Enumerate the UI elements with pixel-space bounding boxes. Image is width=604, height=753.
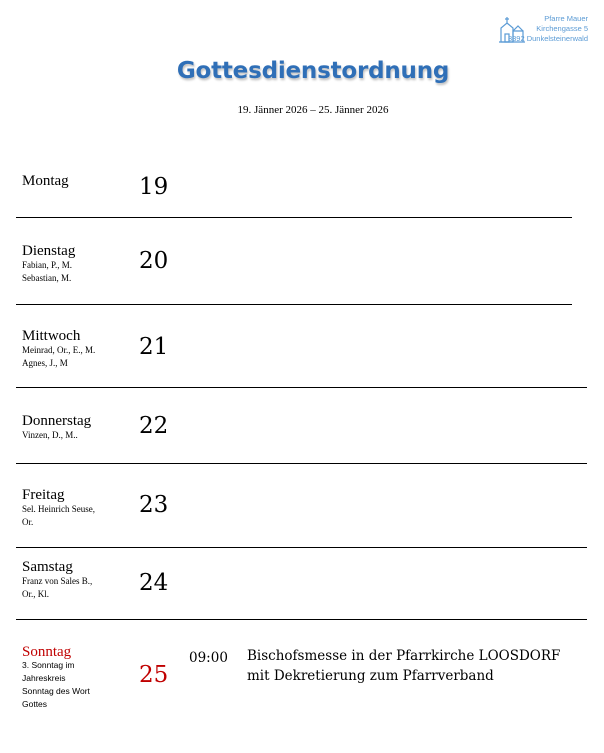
divider bbox=[16, 547, 587, 548]
service-time: 09:00 bbox=[189, 650, 228, 666]
service-description bbox=[247, 646, 560, 686]
divider bbox=[16, 463, 587, 464]
parish-street: Kirchengasse 5 bbox=[536, 24, 588, 33]
divider bbox=[16, 304, 572, 305]
day-number: 19 bbox=[139, 174, 169, 200]
day-name: Freitag bbox=[22, 487, 65, 503]
liturgy-line: Sonntag des Wort bbox=[22, 686, 90, 696]
day-name: Sonntag bbox=[22, 644, 72, 660]
divider bbox=[16, 387, 587, 388]
saints-of-day bbox=[22, 429, 117, 442]
date-range: 19. Jänner 2026 – 25. Jänner 2026 bbox=[237, 104, 389, 116]
day-name: Samstag bbox=[22, 559, 73, 575]
divider bbox=[16, 217, 572, 218]
page-title: Gottesdienstordnung bbox=[176, 58, 450, 84]
saint-line: Sel. Heinrich Seuse, bbox=[22, 504, 95, 514]
day-name: Mittwoch bbox=[22, 328, 81, 344]
parish-name: Pfarre Mauer bbox=[544, 14, 588, 23]
parish-logo bbox=[498, 14, 590, 48]
saint-line: Franz von Sales B., bbox=[22, 576, 93, 586]
saint-line: Sebastian, M. bbox=[22, 272, 72, 283]
saint-line: Vinzen, D., M.. bbox=[22, 430, 78, 440]
day-number: 20 bbox=[139, 248, 169, 274]
service-line: Bischofsmesse in der Pfarrkirche LOOSDORF bbox=[247, 648, 561, 664]
saints-of-day bbox=[22, 259, 117, 284]
divider bbox=[16, 619, 587, 620]
saints-of-day bbox=[22, 659, 112, 711]
liturgy-line: Jahreskreis bbox=[22, 673, 66, 683]
day-name: Montag bbox=[22, 173, 69, 189]
saint-line: Fabian, P., M. bbox=[22, 260, 73, 270]
day-number: 25 bbox=[139, 662, 169, 688]
day-number: 21 bbox=[139, 334, 169, 360]
day-number: 24 bbox=[139, 570, 169, 596]
liturgy-line: 3. Sonntag im bbox=[22, 660, 75, 670]
saint-line: Meinrad, Or., E., M. bbox=[22, 345, 96, 355]
parish-town: 3392 Dunkelsteinerwald bbox=[507, 34, 588, 43]
day-name: Dienstag bbox=[22, 243, 76, 259]
day-number: 22 bbox=[139, 413, 169, 439]
service-line: mit Dekretierung zum Pfarrverband bbox=[247, 668, 494, 684]
saint-line: Agnes, J., M bbox=[22, 357, 68, 368]
saint-line: Or. bbox=[22, 516, 34, 527]
liturgy-line: Gottes bbox=[22, 699, 48, 709]
saints-of-day bbox=[22, 503, 117, 528]
day-number: 23 bbox=[139, 492, 169, 518]
saint-line: Or., Kl. bbox=[22, 588, 49, 599]
day-name: Donnerstag bbox=[22, 413, 92, 429]
saints-of-day bbox=[22, 344, 117, 369]
saints-of-day bbox=[22, 575, 117, 600]
